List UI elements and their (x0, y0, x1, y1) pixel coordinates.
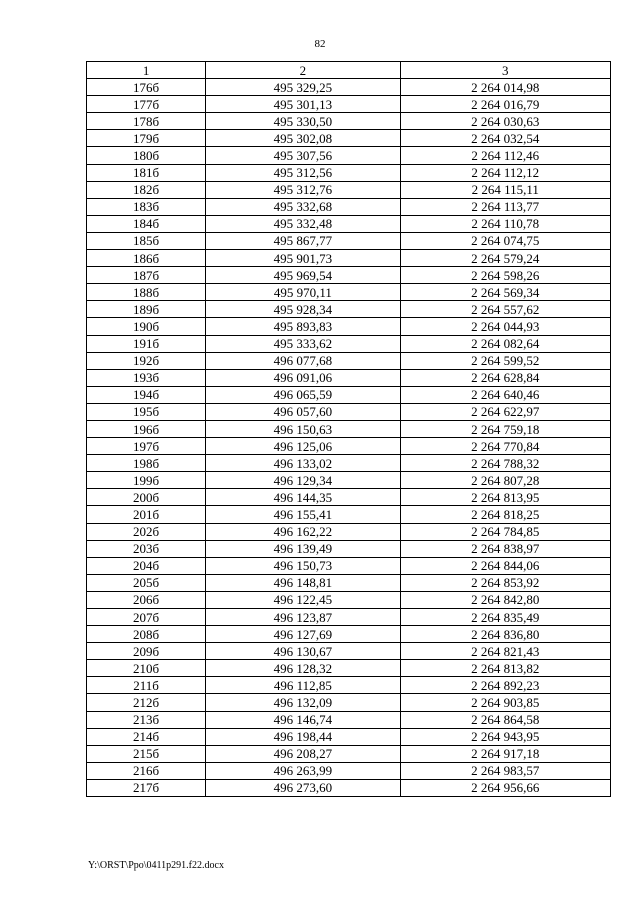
table-row (87, 181, 611, 198)
x-coordinate-cell: 496 155,41 (206, 506, 400, 523)
y-coordinate-cell: 2 264 864,58 (400, 711, 610, 728)
column-header-1: 1 (87, 62, 206, 79)
table-row (87, 745, 611, 762)
x-coordinate-cell: 496 091,06 (206, 369, 400, 386)
table-row (87, 284, 611, 301)
y-coordinate-cell: 2 264 112,46 (400, 147, 610, 164)
point-number-cell: 182б (87, 181, 206, 198)
table-row (87, 728, 611, 745)
x-coordinate-cell: 496 263,99 (206, 762, 400, 779)
point-number-cell: 191б (87, 335, 206, 352)
y-coordinate-cell: 2 264 640,46 (400, 386, 610, 403)
point-number-cell: 199б (87, 472, 206, 489)
point-number-cell: 190б (87, 318, 206, 335)
point-number-cell: 211б (87, 677, 206, 694)
x-coordinate-cell: 496 122,45 (206, 591, 400, 608)
y-coordinate-cell: 2 264 956,66 (400, 779, 610, 796)
y-coordinate-cell: 2 264 112,12 (400, 164, 610, 181)
y-coordinate-cell: 2 264 016,79 (400, 96, 610, 113)
point-number-cell: 209б (87, 643, 206, 660)
point-number-cell: 195б (87, 403, 206, 420)
y-coordinate-cell: 2 264 628,84 (400, 369, 610, 386)
x-coordinate-cell: 495 928,34 (206, 301, 400, 318)
table-row (87, 198, 611, 215)
x-coordinate-cell: 496 148,81 (206, 574, 400, 591)
x-coordinate-cell: 495 970,11 (206, 284, 400, 301)
y-coordinate-cell: 2 264 853,92 (400, 574, 610, 591)
table-row (87, 164, 611, 181)
point-number-cell: 179б (87, 130, 206, 147)
point-number-cell: 187б (87, 267, 206, 284)
x-coordinate-cell: 496 150,63 (206, 420, 400, 437)
y-coordinate-cell: 2 264 569,34 (400, 284, 610, 301)
table-row (87, 489, 611, 506)
y-coordinate-cell: 2 264 579,24 (400, 250, 610, 267)
table-row (87, 130, 611, 147)
y-coordinate-cell: 2 264 903,85 (400, 694, 610, 711)
table-row (87, 386, 611, 403)
table-row (87, 591, 611, 608)
x-coordinate-cell: 496 077,68 (206, 352, 400, 369)
table-row (87, 79, 611, 96)
point-number-cell: 212б (87, 694, 206, 711)
table-header (87, 62, 611, 79)
table-row (87, 762, 611, 779)
point-number-cell: 214б (87, 728, 206, 745)
point-number-cell: 207б (87, 609, 206, 626)
table-header-row (87, 62, 611, 79)
y-coordinate-cell: 2 264 821,43 (400, 643, 610, 660)
point-number-cell: 188б (87, 284, 206, 301)
coordinates-table (86, 61, 611, 797)
table-row (87, 557, 611, 574)
y-coordinate-cell: 2 264 788,32 (400, 455, 610, 472)
x-coordinate-cell: 495 312,56 (206, 164, 400, 181)
table-row (87, 660, 611, 677)
x-coordinate-cell: 496 273,60 (206, 779, 400, 796)
y-coordinate-cell: 2 264 838,97 (400, 540, 610, 557)
point-number-cell: 186б (87, 250, 206, 267)
table-row (87, 472, 611, 489)
point-number-cell: 216б (87, 762, 206, 779)
x-coordinate-cell: 496 130,67 (206, 643, 400, 660)
table-row (87, 267, 611, 284)
x-coordinate-cell: 496 127,69 (206, 626, 400, 643)
x-coordinate-cell: 495 893,83 (206, 318, 400, 335)
table-row (87, 677, 611, 694)
table-row (87, 318, 611, 335)
point-number-cell: 203б (87, 540, 206, 557)
table-row (87, 232, 611, 249)
table-row (87, 455, 611, 472)
table-row (87, 506, 611, 523)
x-coordinate-cell: 496 128,32 (206, 660, 400, 677)
point-number-cell: 181б (87, 164, 206, 181)
point-number-cell: 177б (87, 96, 206, 113)
point-number-cell: 198б (87, 455, 206, 472)
point-number-cell: 194б (87, 386, 206, 403)
y-coordinate-cell: 2 264 082,64 (400, 335, 610, 352)
column-header-3: 3 (400, 62, 610, 79)
point-number-cell: 215б (87, 745, 206, 762)
table-row (87, 609, 611, 626)
x-coordinate-cell: 496 112,85 (206, 677, 400, 694)
y-coordinate-cell: 2 264 599,52 (400, 352, 610, 369)
x-coordinate-cell: 495 333,62 (206, 335, 400, 352)
point-number-cell: 204б (87, 557, 206, 574)
y-coordinate-cell: 2 264 818,25 (400, 506, 610, 523)
y-coordinate-cell: 2 264 943,95 (400, 728, 610, 745)
x-coordinate-cell: 496 150,73 (206, 557, 400, 574)
point-number-cell: 178б (87, 113, 206, 130)
table-row (87, 113, 611, 130)
y-coordinate-cell: 2 264 836,80 (400, 626, 610, 643)
table-row (87, 694, 611, 711)
point-number-cell: 206б (87, 591, 206, 608)
y-coordinate-cell: 2 264 813,82 (400, 660, 610, 677)
point-number-cell: 189б (87, 301, 206, 318)
x-coordinate-cell: 495 307,56 (206, 147, 400, 164)
y-coordinate-cell: 2 264 844,06 (400, 557, 610, 574)
y-coordinate-cell: 2 264 074,75 (400, 232, 610, 249)
point-number-cell: 180б (87, 147, 206, 164)
point-number-cell: 201б (87, 506, 206, 523)
table-row (87, 96, 611, 113)
point-number-cell: 210б (87, 660, 206, 677)
point-number-cell: 217б (87, 779, 206, 796)
table-row (87, 250, 611, 267)
point-number-cell: 205б (87, 574, 206, 591)
table-row (87, 574, 611, 591)
point-number-cell: 200б (87, 489, 206, 506)
y-coordinate-cell: 2 264 835,49 (400, 609, 610, 626)
y-coordinate-cell: 2 264 917,18 (400, 745, 610, 762)
x-coordinate-cell: 495 301,13 (206, 96, 400, 113)
table-row (87, 335, 611, 352)
point-number-cell: 176б (87, 79, 206, 96)
x-coordinate-cell: 496 132,09 (206, 694, 400, 711)
table-row (87, 438, 611, 455)
table-row (87, 352, 611, 369)
column-header-2: 2 (206, 62, 400, 79)
x-coordinate-cell: 496 162,22 (206, 523, 400, 540)
table-row (87, 711, 611, 728)
table-row (87, 420, 611, 437)
x-coordinate-cell: 496 208,27 (206, 745, 400, 762)
point-number-cell: 193б (87, 369, 206, 386)
y-coordinate-cell: 2 264 115,11 (400, 181, 610, 198)
y-coordinate-cell: 2 264 759,18 (400, 420, 610, 437)
x-coordinate-cell: 495 330,50 (206, 113, 400, 130)
x-coordinate-cell: 496 198,44 (206, 728, 400, 745)
y-coordinate-cell: 2 264 622,97 (400, 403, 610, 420)
y-coordinate-cell: 2 264 030,63 (400, 113, 610, 130)
point-number-cell: 183б (87, 198, 206, 215)
page-number: 82 (314, 38, 326, 50)
point-number-cell: 192б (87, 352, 206, 369)
x-coordinate-cell: 495 867,77 (206, 232, 400, 249)
x-coordinate-cell: 496 057,60 (206, 403, 400, 420)
point-number-cell: 185б (87, 232, 206, 249)
x-coordinate-cell: 496 146,74 (206, 711, 400, 728)
y-coordinate-cell: 2 264 983,57 (400, 762, 610, 779)
y-coordinate-cell: 2 264 044,93 (400, 318, 610, 335)
y-coordinate-cell: 2 264 014,98 (400, 79, 610, 96)
x-coordinate-cell: 495 329,25 (206, 79, 400, 96)
y-coordinate-cell: 2 264 784,85 (400, 523, 610, 540)
table-body (87, 79, 611, 797)
table-row (87, 403, 611, 420)
y-coordinate-cell: 2 264 113,77 (400, 198, 610, 215)
x-coordinate-cell: 495 302,08 (206, 130, 400, 147)
table-row (87, 626, 611, 643)
point-number-cell: 196б (87, 420, 206, 437)
point-number-cell: 208б (87, 626, 206, 643)
table-row (87, 779, 611, 796)
y-coordinate-cell: 2 264 598,26 (400, 267, 610, 284)
y-coordinate-cell: 2 264 807,28 (400, 472, 610, 489)
x-coordinate-cell: 495 901,73 (206, 250, 400, 267)
x-coordinate-cell: 495 332,48 (206, 215, 400, 232)
y-coordinate-cell: 2 264 842,80 (400, 591, 610, 608)
y-coordinate-cell: 2 264 892,23 (400, 677, 610, 694)
table-row (87, 147, 611, 164)
table-row (87, 643, 611, 660)
x-coordinate-cell: 496 123,87 (206, 609, 400, 626)
y-coordinate-cell: 2 264 813,95 (400, 489, 610, 506)
x-coordinate-cell: 496 144,35 (206, 489, 400, 506)
x-coordinate-cell: 495 969,54 (206, 267, 400, 284)
x-coordinate-cell: 496 133,02 (206, 455, 400, 472)
y-coordinate-cell: 2 264 770,84 (400, 438, 610, 455)
y-coordinate-cell: 2 264 032,54 (400, 130, 610, 147)
point-number-cell: 202б (87, 523, 206, 540)
x-coordinate-cell: 496 129,34 (206, 472, 400, 489)
x-coordinate-cell: 496 065,59 (206, 386, 400, 403)
table-row (87, 523, 611, 540)
x-coordinate-cell: 496 139,49 (206, 540, 400, 557)
table-row (87, 369, 611, 386)
document-file-path: Y:\ORST\Ppo\0411p291.f22.docx (88, 860, 224, 871)
point-number-cell: 184б (87, 215, 206, 232)
table-row (87, 540, 611, 557)
table-row (87, 301, 611, 318)
x-coordinate-cell: 496 125,06 (206, 438, 400, 455)
x-coordinate-cell: 495 312,76 (206, 181, 400, 198)
y-coordinate-cell: 2 264 557,62 (400, 301, 610, 318)
y-coordinate-cell: 2 264 110,78 (400, 215, 610, 232)
table-row (87, 215, 611, 232)
point-number-cell: 197б (87, 438, 206, 455)
point-number-cell: 213б (87, 711, 206, 728)
x-coordinate-cell: 495 332,68 (206, 198, 400, 215)
